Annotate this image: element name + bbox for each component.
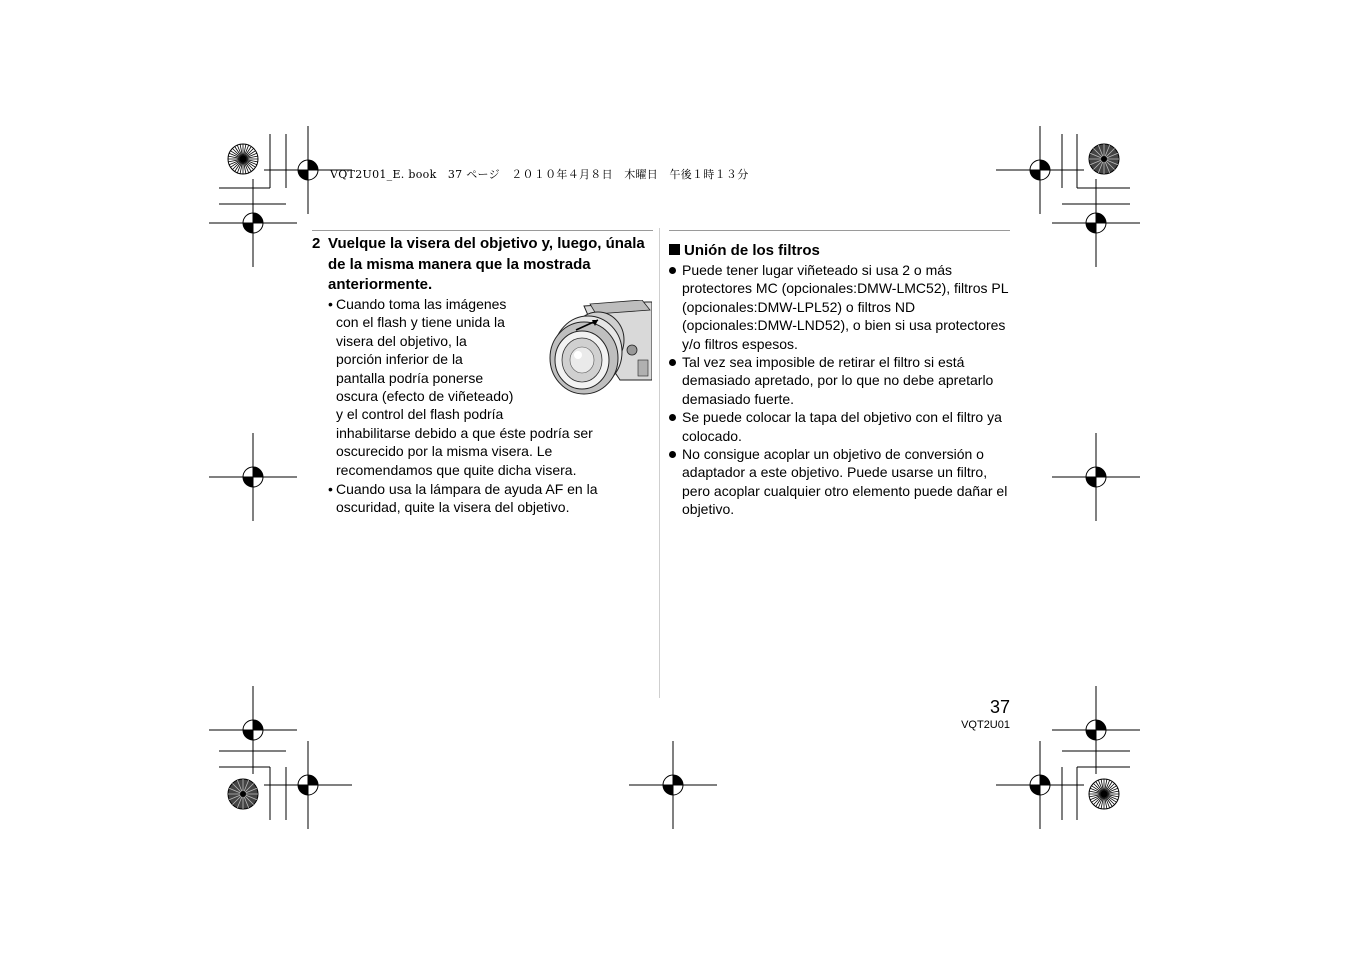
bullet-line: oscura (efecto de viñeteado): [336, 388, 514, 405]
right-column-rule: [669, 230, 1010, 231]
filter-notes-list: [669, 261, 1011, 519]
step-number: 2: [312, 235, 321, 252]
square-bullet-icon: [669, 244, 680, 255]
bullet-line: porción inferior de la: [336, 351, 463, 368]
list-item-text: No consigue acoplar un objetivo de conversión o adaptador a este objetivo. Puede usarse un filtro, pero acoplar cualquier otro elemento puede dañar el objetivo.: [682, 446, 1008, 518]
list-item: [669, 261, 1011, 353]
left-column-rule: [312, 230, 653, 231]
step-instruction: [312, 234, 652, 296]
bullet-line: pantalla podría ponerse: [336, 369, 484, 386]
bullet-line: oscurecido por la misma visera. Le: [336, 443, 553, 460]
section-title: [669, 241, 820, 261]
bullet-line: y el control del flash podría: [336, 406, 504, 423]
section-title-text: Unión de los filtros: [684, 242, 820, 259]
bullet-dot-icon: [669, 359, 676, 366]
column-divider: [659, 228, 660, 698]
bullet-mark: •: [328, 481, 333, 497]
list-item: [669, 445, 1011, 519]
list-item-text: Tal vez sea imposible de retirar el filtro si está demasiado apretado, por lo que no debe apretarlo demasiado fuerte.: [682, 354, 994, 407]
document-code: VQT2U01: [961, 719, 1010, 731]
camera-lens-hood-illustration: [546, 300, 652, 396]
bullet-dot-icon: [669, 267, 676, 274]
bullet-line: visera del objetivo, la: [336, 332, 467, 349]
list-item: [669, 408, 1011, 445]
bullet-dot-icon: [669, 451, 676, 458]
list-item: [669, 353, 1011, 408]
left-bullet-2: [328, 480, 656, 517]
step-text: Vuelque la visera del objetivo y, luego, únala de la misma manera que la mostrada anteriormente.: [328, 235, 645, 293]
bullet-line: Cuando toma las imágenes: [336, 296, 507, 312]
print-header: VQT2U01_E. book 37 ページ ２０１０年４月８日 木曜日 午後１時１３分: [330, 168, 749, 181]
bullet-line: Cuando usa la lámpara de ayuda AF en la: [336, 481, 598, 497]
bullet-dot-icon: [669, 414, 676, 421]
list-item-text: Puede tener lugar viñeteado si usa 2 o más protectores MC (opcionales:DMW-LMC52), filtros PL (opcionales:DMW-LPL52) o filtros ND (opcionales:DMW-LND52), o bien si usa protectores y/o filtros espesos.: [682, 262, 1008, 352]
bullet-line: oscuridad, quite la visera del objetivo.: [336, 499, 570, 516]
page-number: 37: [989, 697, 1010, 717]
bullet-mark: •: [328, 296, 333, 312]
bullet-line: inhabilitarse debido a que éste podría ser: [336, 424, 593, 441]
bullet-line: con el flash y tiene unida la: [336, 314, 505, 331]
bullet-line: recomendamos que quite dicha visera.: [336, 461, 577, 478]
list-item-text: Se puede colocar la tapa del objetivo con el filtro ya colocado.: [682, 409, 1002, 444]
